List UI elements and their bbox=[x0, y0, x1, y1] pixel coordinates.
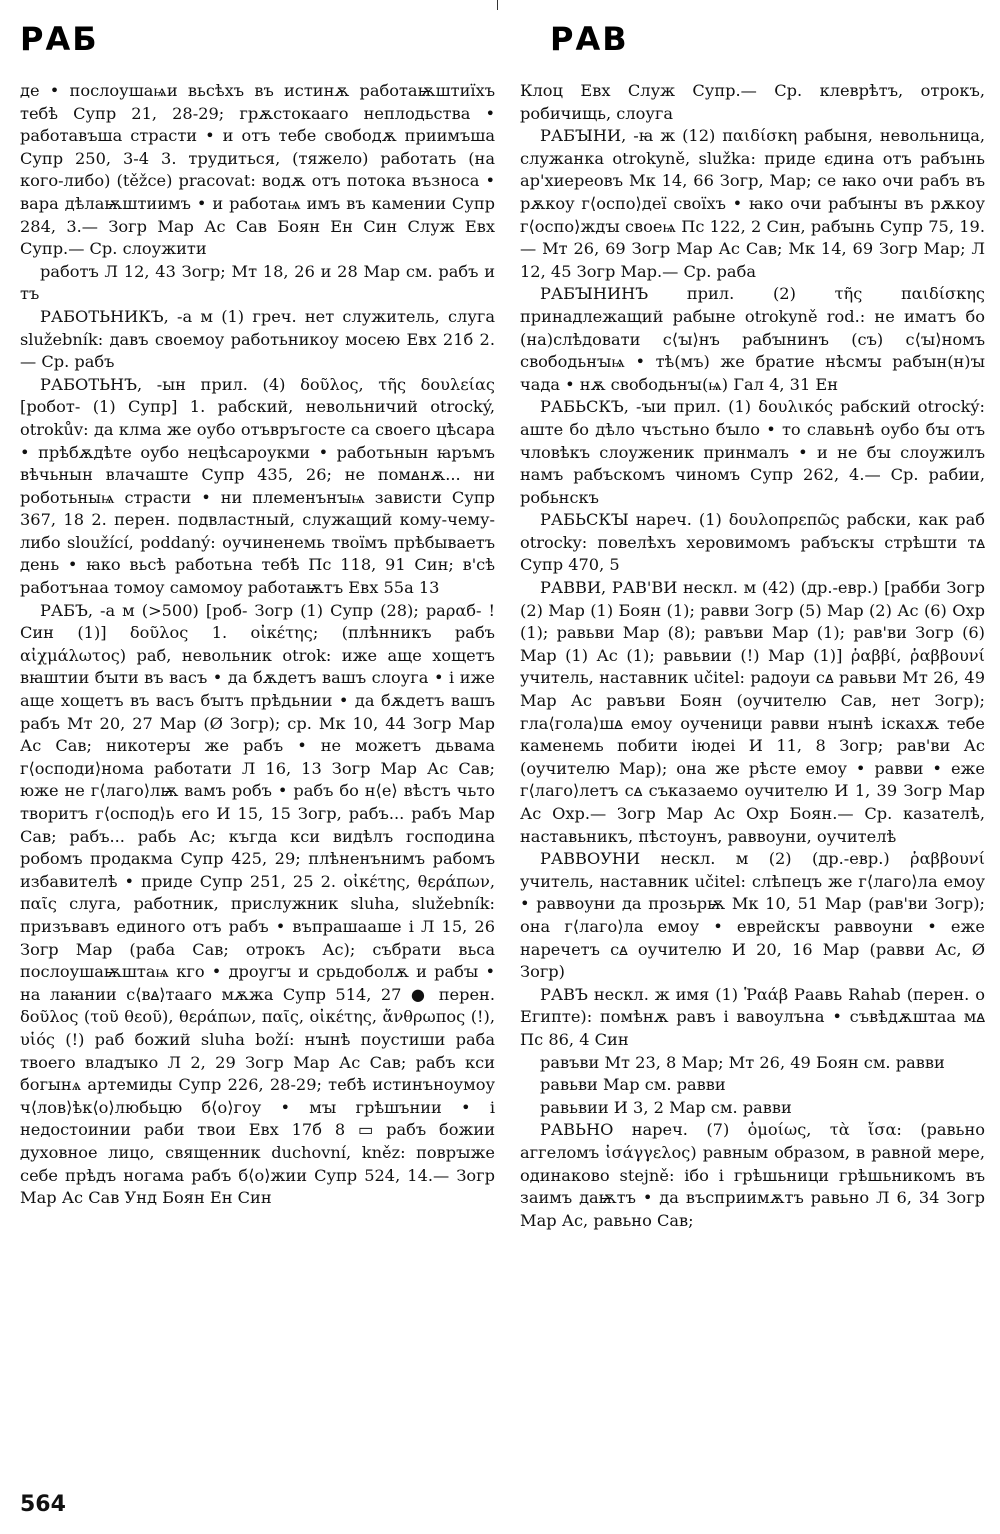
running-head-left: РАБ bbox=[20, 20, 99, 58]
entry-paragraph: равьвии И 3, 2 Мар см. равви bbox=[540, 1097, 792, 1117]
entry-paragraph: РАБꙐНИ, -ꙗ ж (12) παιδίσκη рабыня, невольница, служанка otrokyně, služka: приде єдина отъ рабъıнь ар'хиереовъ Мк 14, 66 Зогр, Мар; се ꙗко очи рабъ въ рѫкоу г⟨оспо⟩деї своїхъ • ꙗко очи рабꙑнꙑ въ рѫкоу г⟨оспо⟩ждꙑ своеѩ Пс 122, 2 Син, рабꙑнь Супр 75, 19.— Мт 26, 69 Зогр Мар Ас Сав; Мк 14, 69 Зогр Мар; Л 12, 45 Зогр Мар.— Ср. раба bbox=[520, 126, 985, 281]
running-head-right: РАВ bbox=[550, 20, 629, 58]
entry-paragraph: де • послоушаѩи вьсѣхъ въ истинѫ работаѭштиїхъ тебѣ Супр 21, 28-29; грѫстокааго неплодьства • работавъша страсти • и отъ тебе свободѫ приимъша Супр 250, 3-4 3. трудиться, (тяжело) работать (на кого-либо) (těžce) pracovat: водѫ отъ потока възноса • вара дѣлаѭштиимъ • и работаѩ имъ въ камении Супр 284, 3.— Зогр Мар Ас Сав Боян Ен Син Служ Евх Супр.— Ср. слоужити bbox=[20, 81, 495, 259]
entry-paragraph: РАБЬСКꙐ нареч. (1) δουλοπρεπῶς рабски, как раб otrocky: повелѣхъ херовимомъ рабъскꙑ стрѣшти тꙙ Супр 470, 5 bbox=[520, 510, 985, 575]
entry-paragraph: РАВЬНО нареч. (7) ὁμοίως, τὰ ἴσα: (равьно аггеломъ ἰσάγγελος) равным образом, в равной мере, одинаково stejně: ібо і грѣшьници грѣшьникомъ въ заимъ даѭтъ • да въсприимѫтъ равьно Л 6, 34 Зогр Мар Ас, равьно Сав; bbox=[520, 1120, 985, 1230]
entry-paragraph: РАБОТЬНИКЪ, -а м (1) греч. нет служитель, слуга služebník: давъ своемоу работьникоу мосею Евх 21б 2.— Ср. рабъ bbox=[20, 306, 495, 372]
entry-paragraph: РАБꙐНИНЪ прил. (2) τῆς παιδίσκης принадлежащий рабыне otrokyně rod.: не иматъ бо (на)слѣдовати с⟨ꙑ⟩нъ рабꙑнинъ (съ) с⟨ꙑ⟩номъ свободьнꙑѩ • тѣ(мъ) же братие нѣсмꙑ рабꙑн(н)ꙑ чада • нѫ свободьнꙑ(ѩ) Гал 4, 31 Ен bbox=[520, 284, 985, 394]
entry-paragraph: РАВВИ, РАВ'ВИ нескл. м (42) (др.-евр.) [рабби Зогр (2) Мар (1) Боян (1); равви Зогр (5) Мар (2) Ас (6) Охр (1); равьви Мар (8); равъви Мар (1); рав'ви Зогр (6) Мар (1) Ас (1); равьвии (!) Мар (1)] ῥαββί, ῥαββουνί учитель, наставник učitel: радоуи сꙙ равьви Мт 26, 49 Мар Ас равъви Боян (оучителю Сав, нет Зогр); гла⟨гола⟩шꙙ емоу оученици равви нꙑнѣ іскахѫ тебе каменемь побити іюдеі И 11, 8 Зогр; рав'ви Ас (оучителю Мар); она же рѣсте емоу • равви • еже г⟨лаго⟩летъ сꙙ съказаемо оучителю И 1, 39 Зогр Мар Ас Охр.— Зогр Мар Ас Охр Боян.— Ср. казателѣ, наставьникъ, пѣстоунъ, раввоуни, оучителѣ bbox=[520, 578, 985, 846]
entry-paragraph: РАБЪ, -а м (>500) [роб- Зогр (1) Супр (28); раραб- ! Син (1)] δοῦλος 1. οἰκέτης; (плѣнникъ рабъ αἰχμάλωτος) раб, невольник otrok: иже аще хощетъ вꙗштии бꙑти въ васъ • да бѫдетъ вашъ слоуга • і иже аще хощетъ въ васъ бꙑтъ прѣдьнии • да бѫдетъ вашъ рабъ Мт 20, 27 Мар (Ø Зогр); ср. Мк 10, 44 Зогр Мар Ас Сав; никотерꙑ же рабъ • не можетъ дьвама г⟨осподи⟩нома работати Л 16, 13 Зогр Мар Ас Сав; юже не г⟨лаго⟩лѭ вамъ робъ • рабъ бо н⟨е⟩ вѣстъ чьто творитъ г⟨оспод⟩ь его И 15, 15 Зогр, рабъ... рабъ Мар Сав; рабъ... рабь Ас; къгда кси видѣлъ господина робомъ продакма Супр 425, 29; плѣненънимъ рабомъ избавителѣ • приде Супр 251, 25 2. οἰκέτης, θεράπων, παῖς слуга, работник, прислужник sluha, služebník: призъвавъ единого отъ рабъ • въпрашааше і Л 15, 26 Зогр Мар (раба Сав; отрокъ Ас); събрати вьса послоушаѭштаѩ кго • дроугꙑ и срьдоболѫ и рабꙑ • на лаꙗнии с⟨вꙙ⟩тааго мѫжа Супр 514, 27 ● перен. δοῦλος (τοῦ θεοῦ), θεράπων, παῖς, οἰκέτης, ἄνθρωπος (!), υἱός (!) раб божий sluha boží: нꙑнѣ поустиши раба твоего владꙑко Л 2, 29 Зогр Мар Ас Сав; рабъ кси богынѧ артемиды Супр 226, 28-29; тебѣ истинъноумоу ч⟨лов⟩ѣк⟨о⟩любьцю б⟨о⟩гоу • мꙑ грѣшънии • і недостоинии раби твои Евх 17б 8 ▭ рабъ божии духовное лицо, священник duchovní, kněz: поврꙑже себе прѣдъ ногама рабъ б⟨о⟩жии Супр 524, 14.— Зогр Мар Ас Сав Унд Боян Ен Син bbox=[20, 600, 495, 1208]
entry-paragraph: РАВЪ нескл. ж имя (1) Ῥαάβ Раавь Rahab (перен. о Египте): помѣнѫ равъ і вавоулъна • съвѣдѫштаа мꙙ Пс 86, 4 Син bbox=[520, 984, 985, 1049]
entry-paragraph: РАВВОУНИ нескл. м (2) (др.-евр.) ῥαββουνί учитель, наставник učitel: слѣпецъ же г⟨лаго⟩ла емоу • раввоуни да прозьрѭ Мк 10, 51 Мар (рав'ви Зогр); она г⟨лаго⟩ла емоу • еврейскꙑ раввоуни • еже наречетъ сꙙ оучителю И 20, 16 Мар (равви Ас, Ø Зогр) bbox=[520, 849, 985, 982]
entry-paragraph: РАБЬСКЪ, -ꙑи прил. (1) δουλικός рабский otrocký: аште бо дѣло чъстьно бꙑло • то славьнѣ оубо бꙑ отъ чловѣкъ слоуженик принмалъ • и не бꙑ слоужилъ намъ рабъскомъ чиномъ Супр 262, 4.— Ср. рабии, робьнскъ bbox=[520, 397, 985, 507]
page-number: 564 bbox=[20, 1492, 66, 1517]
entry-paragraph: работъ Л 12, 43 Зогр; Мт 18, 26 и 28 Мар см. рабъ и тъ bbox=[20, 261, 495, 304]
entry-paragraph: РАБОТЬНЪ, -ын прил. (4) δοῦλος, τῆς δουλείας [робот- (1) Супр] 1. рабский, невольничий otrocký, otrokův: да клма же оубо отъвръгосте са своего цѣсара • прѣбѫдѣте оубо нецѣсароукми • работьнын ꙗръмъ вѣчьнын влачаште Супр 435, 26; не помꙙнѫ... ни роботьныѩ страсти • ни племенънꙑѩ зависти Супр 367, 18 2. перен. подвластный, служащий кому-чему-либо sloužící, poddaný: оучиненемь твоїмъ прѣбываетъ день • ꙗко вьсѣ работьна тебѣ Пс 118, 91 Син; в'сѣ работънаа томоу самомоу работаѭтъ Евх 55а 13 bbox=[20, 374, 495, 598]
top-rule bbox=[497, 0, 498, 10]
left-column bbox=[20, 80, 495, 1490]
entry-paragraph: равъви Мт 23, 8 Мар; Мт 26, 49 Боян см. равви bbox=[540, 1052, 945, 1072]
entry-paragraph: равьви Мар см. равви bbox=[540, 1075, 726, 1095]
entry-paragraph: Клоц Евх Служ Супр.— Ср. клеврѣтъ, отрокъ, робичищь, слоуга bbox=[520, 81, 985, 123]
right-column bbox=[520, 80, 985, 1490]
